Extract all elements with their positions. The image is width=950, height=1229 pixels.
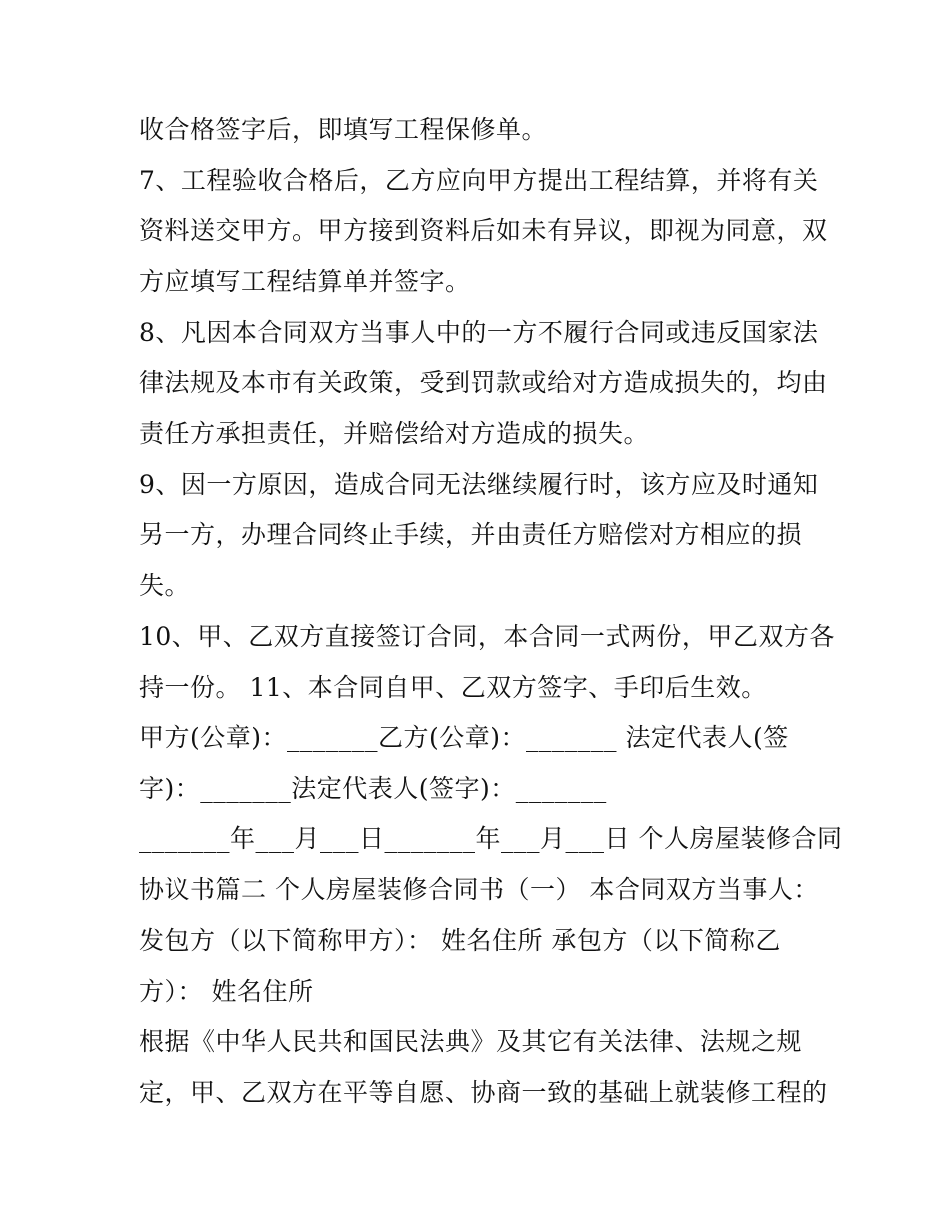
text-line: 另一方，办理合同终止手续，并由责任方赔偿对方相应的损: [139, 520, 803, 549]
text-line: 9、因一方原因，造成合同无法继续履行时，该方应及时通知: [139, 470, 819, 499]
text-line: 持一份。 11、本合同自甲、乙双方签字、手印后生效。: [139, 673, 767, 702]
text-line: 资料送交甲方。甲方接到资料后如未有异议，即视为同意，双: [139, 216, 828, 245]
text-line: 协议书篇二 个人房屋装修合同书（一） 本合同双方当事人：: [139, 875, 819, 904]
text-line: 律法规及本市有关政策，受到罚款或给对方造成损失的，均由: [139, 368, 828, 397]
text-line: 失。: [139, 571, 191, 600]
text-line: 方）： 姓名住所: [139, 977, 314, 1006]
signature-line: 字)：_______法定代表人(签字)：_______: [139, 774, 607, 803]
text-line: 定，甲、乙双方在平等自愿、协商一致的基础上就装修工程的: [139, 1078, 828, 1107]
text-line: 发包方（以下简称甲方）： 姓名住所 承包方（以下简称乙: [139, 926, 781, 955]
text-line: 根据《中华人民共和国民法典》及其它有关法律、法规之规: [139, 1027, 803, 1056]
date-line: _______年___月___日_______年___月___日 个人房屋装修合同: [139, 824, 843, 853]
text-line: 7、工程验收合格后，乙方应向甲方提出工程结算，并将有关: [139, 166, 819, 195]
signature-line: 甲方(公章)：_______乙方(公章)：_______ 法定代表人(签: [139, 723, 789, 752]
text-line: 责任方承担责任，并赔偿给对方造成的损失。: [139, 419, 650, 448]
text-line: 8、凡因本合同双方当事人中的一方不履行合同或违反国家法: [139, 318, 819, 347]
text-line: 方应填写工程结算单并签字。: [139, 267, 471, 296]
text-line: 收合格签字后，即填写工程保修单。: [139, 115, 548, 144]
text-line: 10、甲、乙双方直接签订合同，本合同一式两份，甲乙双方各: [139, 622, 835, 651]
